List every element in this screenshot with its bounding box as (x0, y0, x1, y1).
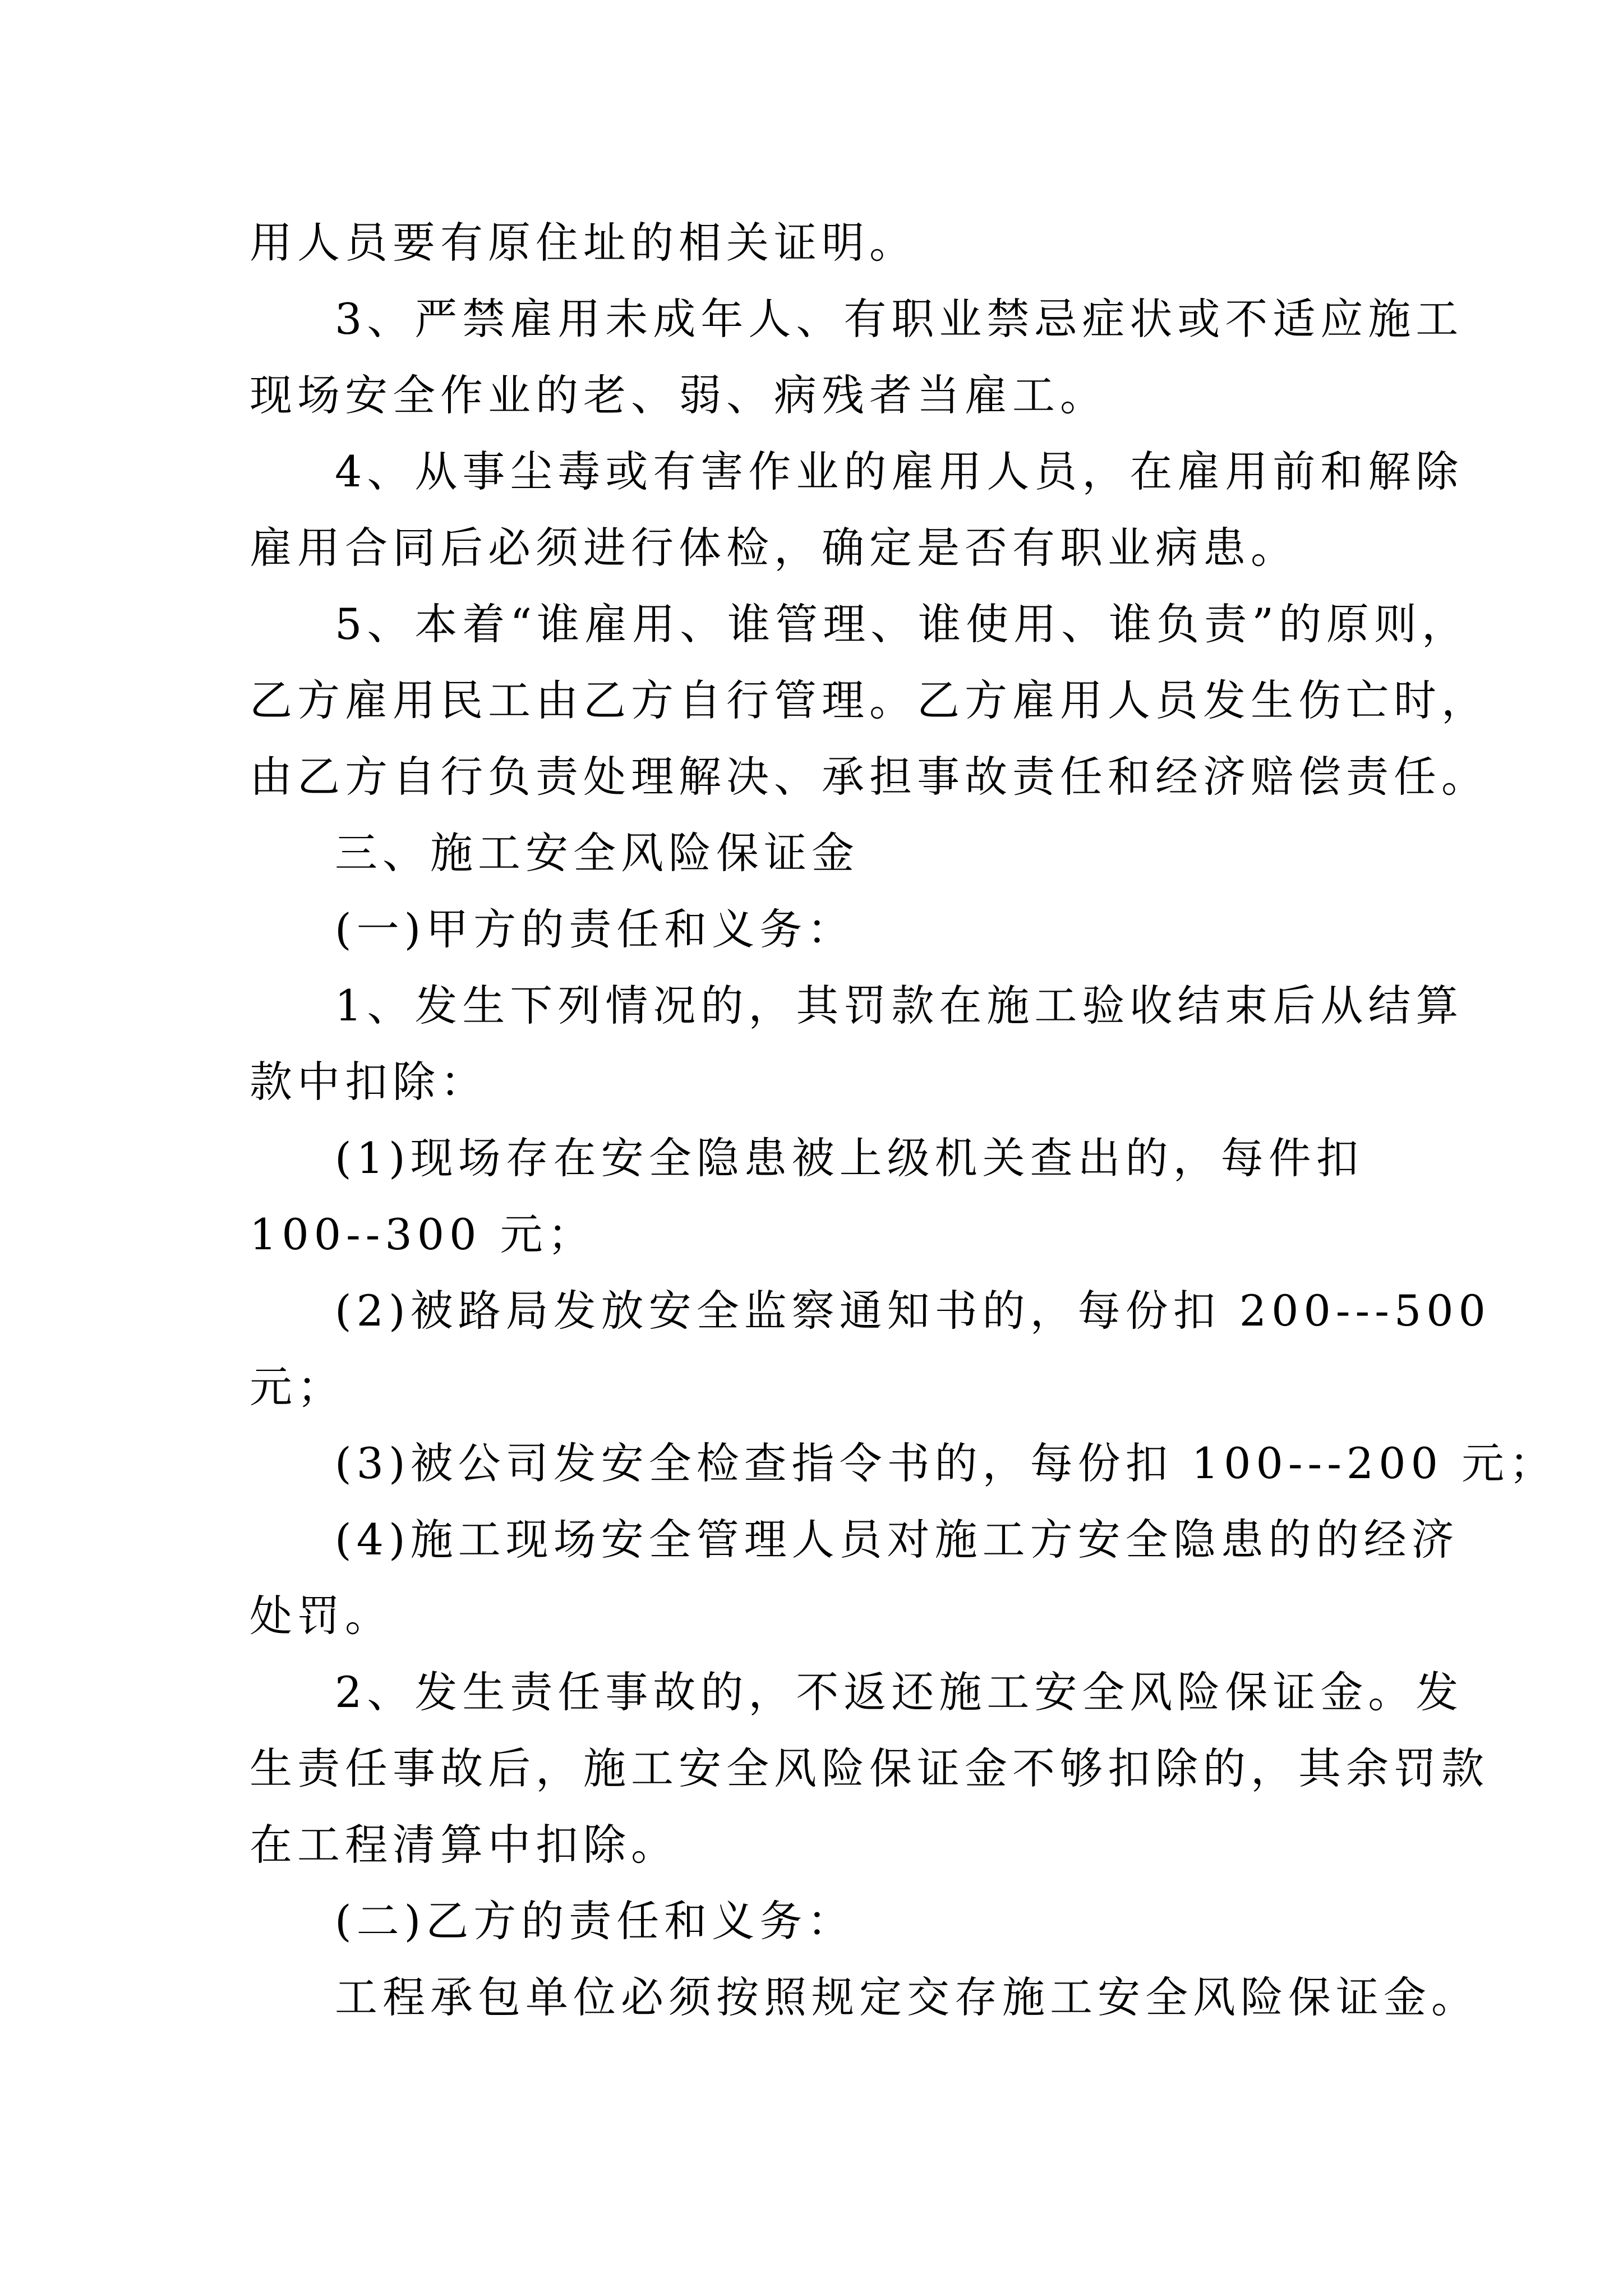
document-line: 处罚。 (250, 1591, 393, 1641)
document-line: 用人员要有原住址的相关证明。 (250, 218, 917, 268)
document-line: (1)现场存在安全隐患被上级机关查出的，每件扣 (335, 1133, 1364, 1183)
document-body (250, 212, 1557, 2043)
document-line: 现场安全作业的老、弱、病残者当雇工。 (250, 370, 1108, 420)
document-line: 由乙方自行负责处理解决、承担事故责任和经济赔偿责任。 (250, 752, 1489, 802)
document-line: (二)乙方的责任和义务： (335, 1896, 855, 1946)
document-line: (一)甲方的责任和义务： (335, 904, 855, 954)
document-line: 雇用合同后必须进行体检，确定是否有职业病患。 (250, 523, 1298, 573)
document-line: 100--300 元； (250, 1209, 596, 1259)
document-line: 5、本着“谁雇用、谁管理、谁使用、谁负责”的原则， (335, 599, 1470, 649)
document-line: (2)被路局发放安全监察通知书的，每份扣 200---500 (335, 1286, 1491, 1336)
document-line: 1、发生下列情况的，其罚款在施工验收结束后从结算 (335, 981, 1464, 1030)
document-line: 款中扣除： (250, 1057, 488, 1107)
document-line: 元； (250, 1362, 345, 1412)
document-line: 3、严禁雇用未成年人、有职业禁忌症状或不适应施工 (335, 294, 1464, 344)
document-line: (3)被公司发安全检查指令书的，每份扣 100---200 元； (335, 1438, 1557, 1488)
document-line: 在工程清算中扣除。 (250, 1820, 679, 1870)
document-line: 4、从事尘毒或有害作业的雇用人员，在雇用前和解除 (335, 447, 1464, 496)
document-line: (4)施工现场安全管理人员对施工方安全隐患的的经济 (335, 1515, 1459, 1565)
document-line: 三、施工安全风险保证金 (335, 828, 859, 878)
document-line: 2、发生责任事故的，不返还施工安全风险保证金。发 (335, 1667, 1464, 1717)
document-line: 生责任事故后，施工安全风险保证金不够扣除的，其余罚款 (250, 1743, 1489, 1793)
document-line: 工程承包单位必须按照规定交存施工安全风险保证金。 (335, 1972, 1479, 2022)
document-line: 乙方雇用民工由乙方自行管理。乙方雇用人员发生伤亡时， (250, 675, 1489, 725)
